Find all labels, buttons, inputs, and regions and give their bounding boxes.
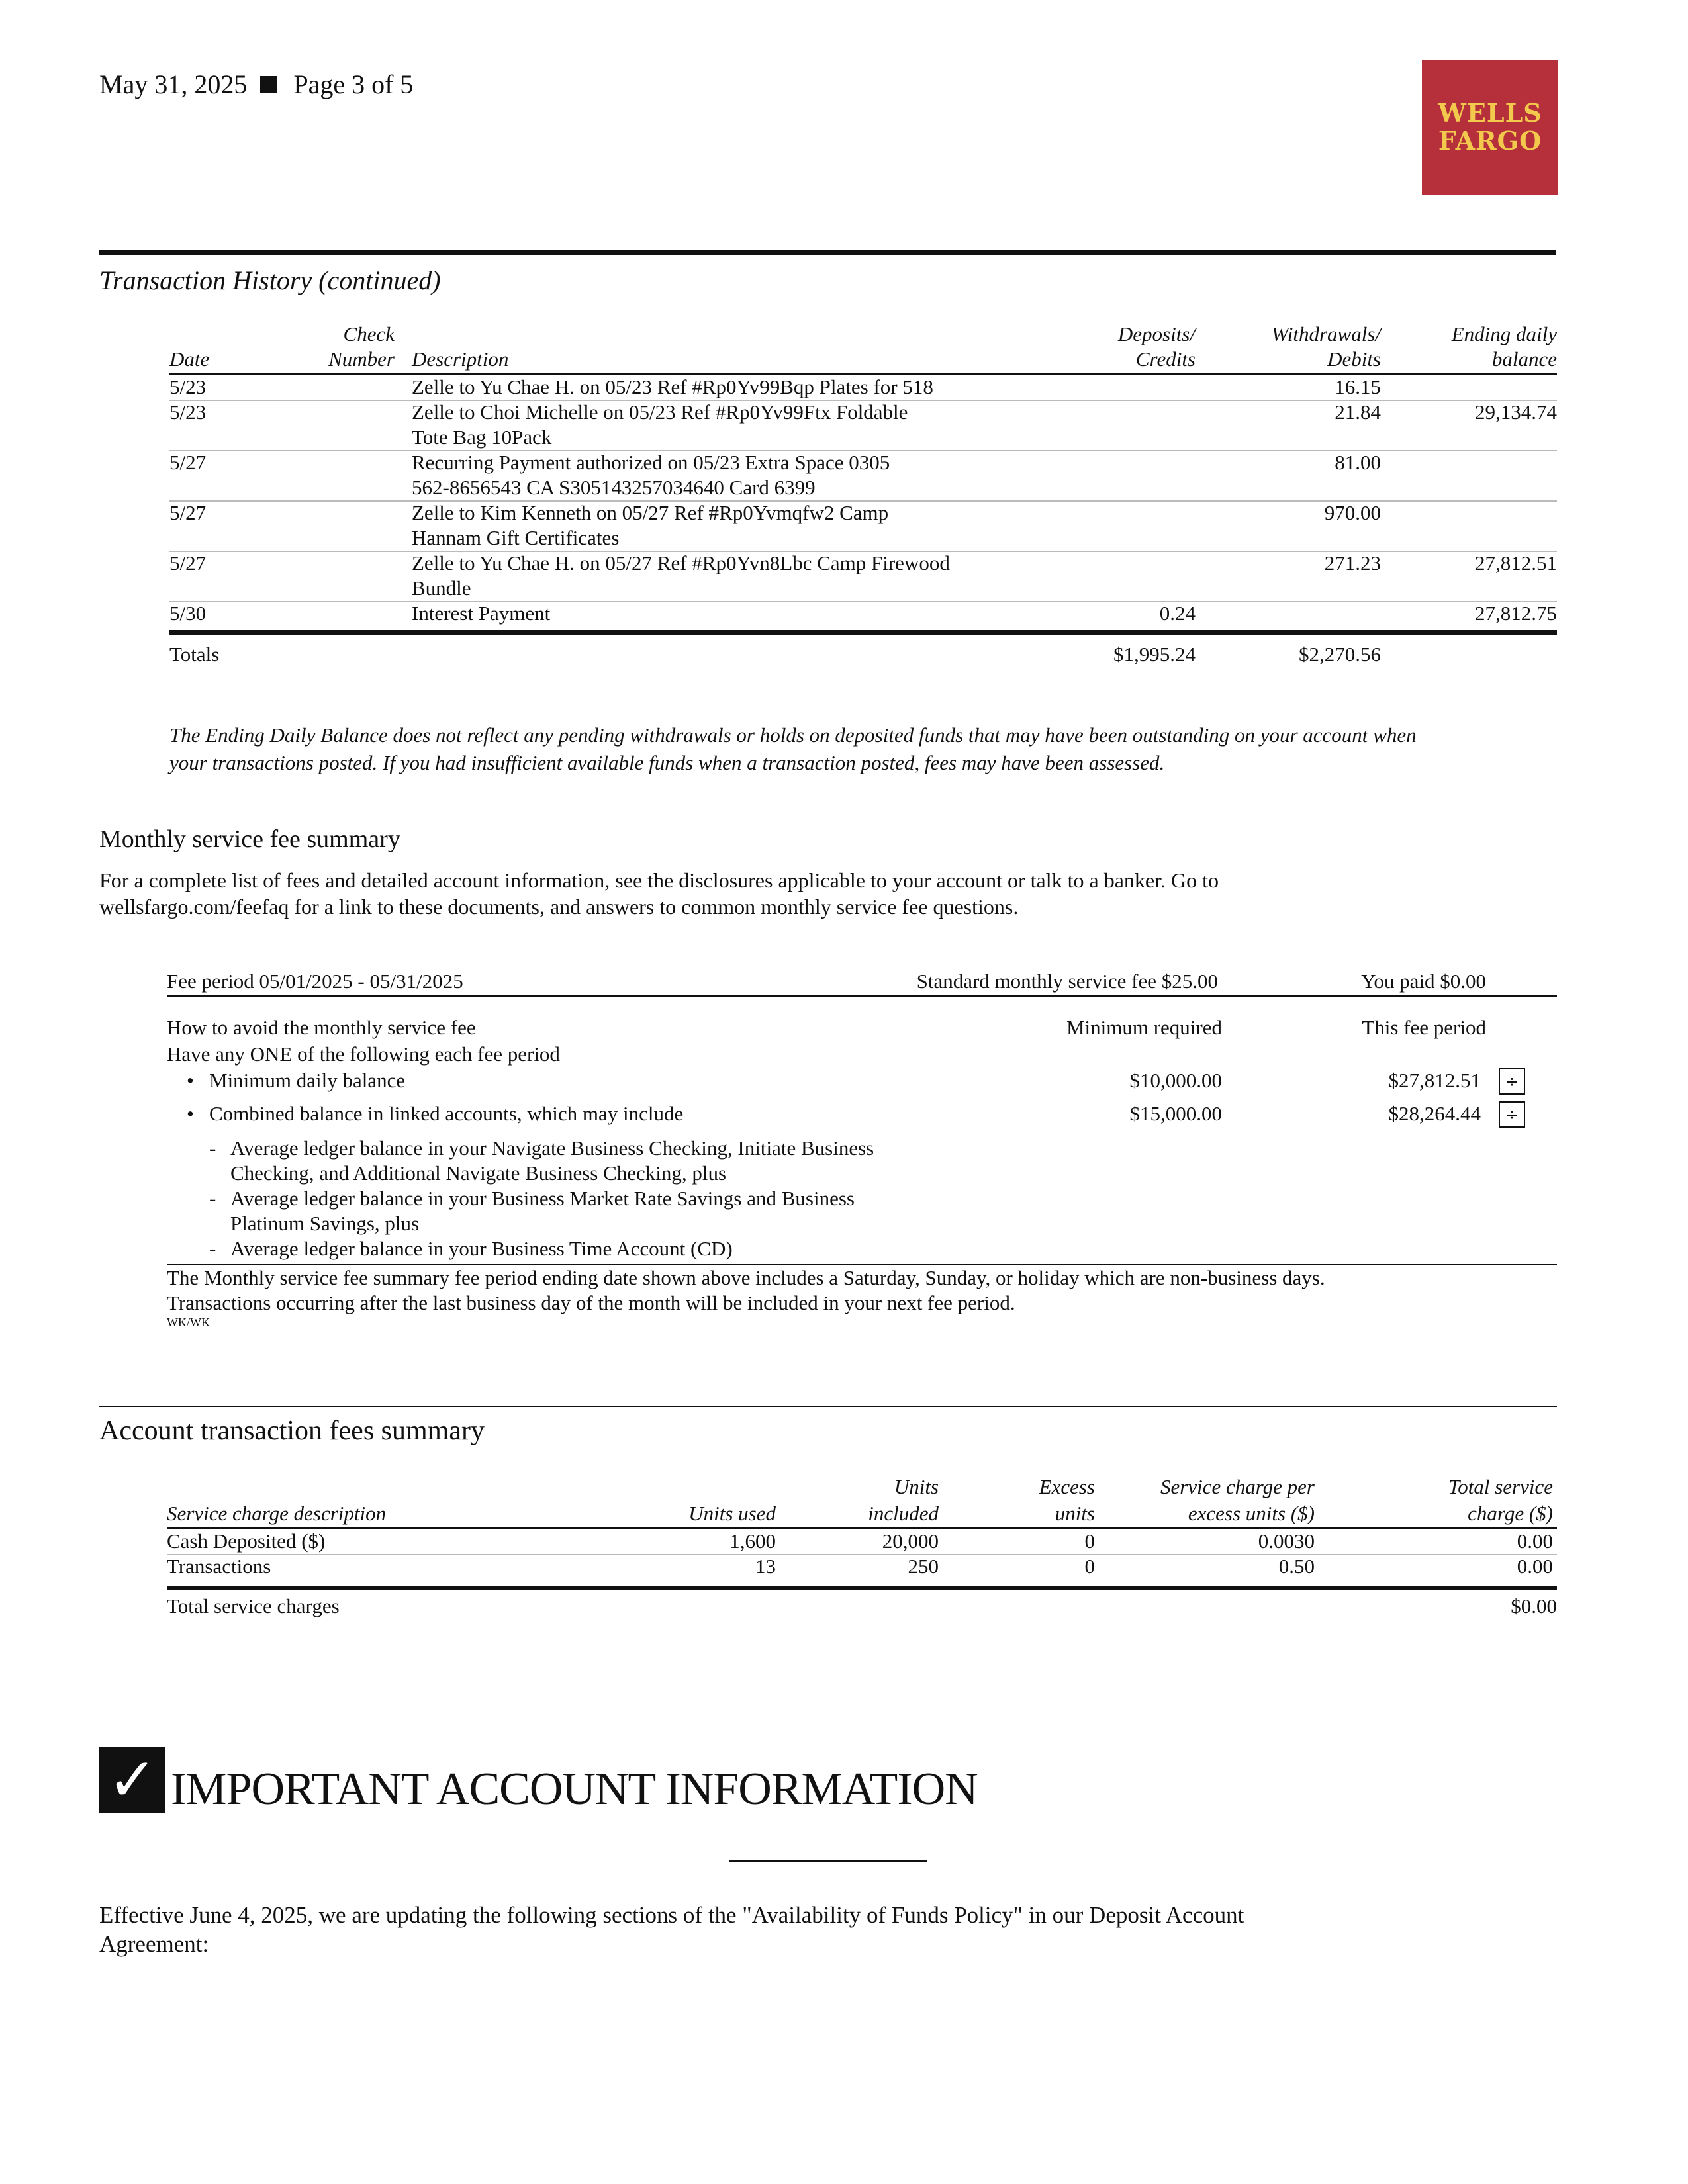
intro-line-2: wellsfargo.com/feefaq for a link to these documents, and answers to common monthly service fee questions. — [99, 895, 1019, 919]
important-body — [99, 1901, 1556, 1959]
logo-line-2: FARGO — [1438, 126, 1542, 156]
page-number: Page 3 of 5 — [293, 69, 414, 99]
row-divider — [169, 601, 1557, 602]
fee-units-used: 13 — [755, 1555, 776, 1578]
row-balance: 29,134.74 — [1475, 400, 1557, 424]
col-withdrawals-2: Debits — [1327, 347, 1381, 371]
ending-balance-note — [169, 721, 1560, 777]
dash-icon: - — [209, 1237, 216, 1260]
col-balance-2: balance — [1491, 347, 1557, 371]
this-period-header: This fee period — [1362, 1016, 1486, 1039]
have-any-one: Have any ONE of the following each fee period — [167, 1042, 560, 1066]
standard-fee: Standard monthly service fee $25.00 — [916, 970, 1218, 993]
row-description: Zelle to Kim Kenneth on 05/27 Ref #Rp0Yvmqfw2 Camp — [412, 501, 889, 524]
sub-item-text: Average ledger balance in your Business Time Account (CD) — [230, 1237, 733, 1260]
col-balance-1: Ending daily — [1451, 322, 1557, 345]
col-deposits-2: Credits — [1135, 347, 1196, 371]
fee-period: Fee period 05/01/2025 - 05/31/2025 — [167, 970, 463, 993]
transaction-history-title: Transaction History (continued) — [99, 265, 441, 295]
totals-rule — [169, 630, 1557, 635]
row-balance: 27,812.51 — [1475, 551, 1557, 574]
fee-desc: Cash Deposited ($) — [167, 1529, 326, 1553]
fee-excess-units: 0 — [1084, 1529, 1095, 1553]
row-debit: 970.00 — [1324, 501, 1381, 524]
dash-icon: - — [209, 1187, 216, 1210]
separator-square-icon — [260, 76, 277, 93]
row-debit: 16.15 — [1335, 375, 1381, 398]
row-description: Zelle to Choi Michelle on 05/23 Ref #Rp0Yv99Ftx Foldable — [412, 400, 908, 424]
wells-fargo-logo — [1422, 60, 1558, 195]
option-actual: $27,812.51 — [1388, 1069, 1481, 1092]
fee-footer-line-1: The Monthly service fee summary fee period ending date shown above includes a Saturday, Sunday, or holiday which are non-business days. — [167, 1266, 1325, 1289]
fee-charge-per: 0.50 — [1278, 1555, 1315, 1578]
col-units-used: Units used — [688, 1502, 776, 1525]
total-service-charges-label: Total service charges — [167, 1594, 340, 1617]
total-service-charges-value: $0.00 — [1511, 1594, 1557, 1617]
row-description: Zelle to Yu Chae H. on 05/23 Ref #Rp0Yv99Bqp Plates for 518 — [412, 375, 933, 398]
col-excess-1: Excess — [1039, 1475, 1095, 1498]
row-balance: 27,812.75 — [1475, 602, 1557, 625]
option-label: Combined balance in linked accounts, which may include — [209, 1102, 684, 1125]
col-total-2: charge ($) — [1468, 1502, 1553, 1525]
col-desc: Service charge description — [167, 1502, 387, 1525]
col-check-2: Number — [328, 347, 395, 371]
sub-item-text: Average ledger balance in your Navigate Business Checking, Initiate Business — [230, 1136, 874, 1160]
you-paid: You paid $0.00 — [1361, 970, 1486, 993]
row-credit: 0.24 — [1159, 602, 1196, 625]
totals-debits: $2,270.56 — [1299, 643, 1381, 666]
fee-units-included: 20,000 — [882, 1529, 939, 1553]
sub-item-text: Average ledger balance in your Business Market Rate Savings and Business — [230, 1187, 855, 1210]
totals-credits: $1,995.24 — [1113, 643, 1196, 666]
dash-icon: - — [209, 1136, 216, 1160]
fee-total: 0.00 — [1517, 1529, 1553, 1553]
fee-total: 0.00 — [1517, 1555, 1553, 1578]
option-label: Minimum daily balance — [209, 1069, 406, 1092]
row-description: Zelle to Yu Chae H. on 05/27 Ref #Rp0Yvn8Lbc Camp Firewood — [412, 551, 950, 574]
row-date: 5/27 — [169, 501, 207, 524]
col-excess-2: units — [1055, 1502, 1095, 1525]
col-withdrawals-1: Withdrawals/ — [1271, 322, 1381, 345]
col-date: Date — [169, 347, 210, 371]
fee-units-included: 250 — [908, 1555, 939, 1578]
bullet-icon: • — [187, 1069, 194, 1092]
row-date: 5/30 — [169, 602, 207, 625]
fee-units-used: 1,600 — [729, 1529, 776, 1553]
logo-line-1: WELLS — [1438, 98, 1542, 128]
requirement-met-icon: ÷ — [1499, 1068, 1525, 1095]
fee-desc: Transactions — [167, 1555, 271, 1578]
col-charge-per-1: Service charge per — [1160, 1475, 1315, 1498]
option-actual: $28,264.44 — [1388, 1102, 1481, 1125]
col-included-2: included — [868, 1502, 939, 1525]
sub-item-text-cont: Checking, and Additional Navigate Business Checking, plus — [230, 1161, 727, 1185]
requirement-met-icon: ÷ — [1499, 1101, 1525, 1128]
statement-date: May 31, 2025 — [99, 69, 248, 99]
col-included-1: Units — [894, 1475, 939, 1498]
note-line-2: your transactions posted. If you had insufficient available funds when a transaction posted, fees may have been assessed. — [169, 751, 1165, 774]
bullet-icon: • — [187, 1102, 194, 1125]
statement-header-line — [99, 69, 413, 100]
row-description-cont: 562-8656543 CA S305143257034640 Card 6399 — [412, 476, 816, 499]
row-debit: 21.84 — [1335, 400, 1381, 424]
fee-charge-per: 0.0030 — [1258, 1529, 1315, 1553]
row-date: 5/23 — [169, 400, 207, 424]
fee-excess-units: 0 — [1084, 1555, 1095, 1578]
row-date: 5/27 — [169, 451, 207, 474]
section-divider — [99, 250, 1556, 255]
row-description-cont: Bundle — [412, 576, 471, 600]
intro-line-1: For a complete list of fees and detailed account information, see the disclosures applicable to your account or talk to a banker. Go to — [99, 868, 1219, 892]
fee-period-rule — [167, 995, 1557, 997]
row-description-cont: Hannam Gift Certificates — [412, 526, 620, 549]
fee-code: WK/WK — [167, 1316, 210, 1329]
important-body-line-2: Agreement: — [99, 1931, 209, 1957]
section-divider — [99, 1406, 1557, 1407]
row-description: Recurring Payment authorized on 05/23 Extra Space 0305 — [412, 451, 890, 474]
col-charge-per-2: excess units ($) — [1188, 1502, 1315, 1525]
note-line-1: The Ending Daily Balance does not reflect any pending withdrawals or holds on deposited funds that may have been outstanding on your account when — [169, 723, 1417, 747]
col-deposits-1: Deposits/ — [1117, 322, 1196, 345]
col-description: Description — [412, 347, 509, 371]
row-debit: 81.00 — [1335, 451, 1381, 474]
col-total-1: Total service — [1448, 1475, 1553, 1498]
row-description-cont: Tote Bag 10Pack — [412, 426, 552, 449]
row-debit: 271.23 — [1324, 551, 1381, 574]
sub-item-text-cont: Platinum Savings, plus — [230, 1212, 420, 1235]
option-required: $10,000.00 — [1129, 1069, 1222, 1092]
min-required-header: Minimum required — [1066, 1016, 1222, 1039]
fee-footer-line-2: Transactions occurring after the last business day of the month will be included in your next fee period. — [167, 1291, 1015, 1314]
option-required: $15,000.00 — [1129, 1102, 1222, 1125]
monthly-fee-intro — [99, 867, 1556, 920]
how-to-avoid: How to avoid the monthly service fee — [167, 1016, 476, 1039]
important-body-line-1: Effective June 4, 2025, we are updating the following sections of the "Availability of Funds Policy" in our Deposit Account — [99, 1902, 1244, 1928]
totals-label: Totals — [169, 643, 220, 666]
title-underline — [729, 1860, 927, 1862]
col-check-1: Check — [343, 322, 395, 345]
row-date: 5/23 — [169, 375, 207, 398]
row-description: Interest Payment — [412, 602, 551, 625]
checkmark-icon: ✓ — [99, 1747, 165, 1813]
fees-total-rule — [167, 1586, 1557, 1590]
monthly-fee-title: Monthly service fee summary — [99, 825, 400, 853]
important-title: IMPORTANT ACCOUNT INFORMATION — [171, 1764, 978, 1815]
transaction-fees-title: Account transaction fees summary — [99, 1416, 485, 1446]
row-date: 5/27 — [169, 551, 207, 574]
